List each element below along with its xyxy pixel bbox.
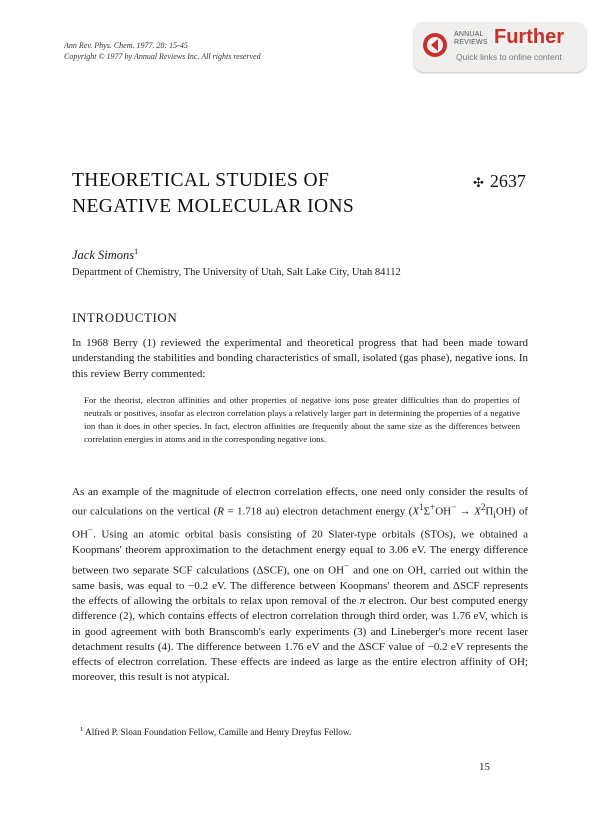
title-line-1: THEORETICAL STUDIES OF — [72, 170, 330, 191]
publisher-name: ANNUAL REVIEWS — [454, 31, 488, 46]
further-links-badge[interactable] — [414, 22, 586, 72]
paragraph-2: As an example of the magnitude of electron correlation effects, one need only consider the results of our calculations on the vertical (R = 1.718 au) electron detachment energy $(X^1\Sigma^+OH^- \to X^2\Pi_iOH)$ of OH−. Using an atomic orbital basis consisting of 20 Slater-type orbitals (STOs), we obtained a Koopmans' theorem approximation to the detachment energy equal to 3.06 eV. The energy difference between two separate SCF calculations (ΔSCF), one on OH− and one on OH, carried out within the same basis, was equal to −0.2 eV. The difference between Koopmans' theorem and ΔSCF represents the effects of allowing the orbitals to relax upon removal of the π electron. Our best computed energy difference (2), which contains effects of electron correlation through third order, was 1.76 eV, which is in good agreement with both Branscomb's early experiments (3) and Lineberger's more recent laser detachment results (4). The difference between 1.76 eV and the ΔSCF value of −0.2 eV represents the effects of electron correlation. These effects are indeed as large as the entire electron affinity of OH; moreover, this result is not atypical. — [72, 486, 529, 684]
journal-citation: Ann Rev. Phys. Chem. 1977. 28: 15-45 — [64, 41, 188, 50]
badge-subtitle[interactable]: Quick links to online content — [456, 52, 562, 62]
article-number-value: 2637 — [489, 171, 526, 191]
article-title — [72, 168, 354, 220]
badge-title[interactable]: Further — [494, 26, 564, 48]
paragraph-1: In 1968 Berry (1) reviewed the experimental and theoretical progress that had been made toward understanding the stabilities and bonding characteristics of small, isolated (gas phase), negative ions. In this review Berry commented: — [72, 337, 528, 380]
footnote-text: Alfred P. Sloan Foundation Fellow, Camille and Henry Dreyfus Fellow. — [83, 728, 352, 739]
author-footnote-mark: 1 — [134, 247, 139, 256]
author-name: Jack Simons$^1$ — [72, 247, 139, 263]
article-number-symbol: ✣ — [473, 175, 484, 190]
footnote-mark: 1 — [80, 726, 84, 733]
annual-reviews-logo-icon — [422, 32, 448, 58]
journal-header — [64, 40, 261, 62]
page-number: 15 — [479, 761, 490, 773]
copyright-line: Copyright © 1977 by Annual Reviews Inc. All rights reserved — [64, 52, 261, 61]
section-heading: INTRODUCTION — [72, 310, 178, 325]
title-line-2: NEGATIVE MOLECULAR IONS — [72, 196, 355, 217]
article-number — [473, 168, 526, 196]
footnote — [80, 726, 351, 738]
block-quote: For the theorist, electron affinities and other properties of negative ions pose greater difficulties than do properties of neutrals or positives, insofar as electron correlation plays a relatively larger part in determining the properties of a negative ion than it does in other species. In fact, electron affinities are frequently about the same size as the differences between correlation energies in atoms and in the corresponding negative ions. — [84, 395, 520, 445]
author-affiliation: Department of Chemistry, The University of Utah, Salt Lake City, Utah 84112 — [72, 267, 401, 278]
